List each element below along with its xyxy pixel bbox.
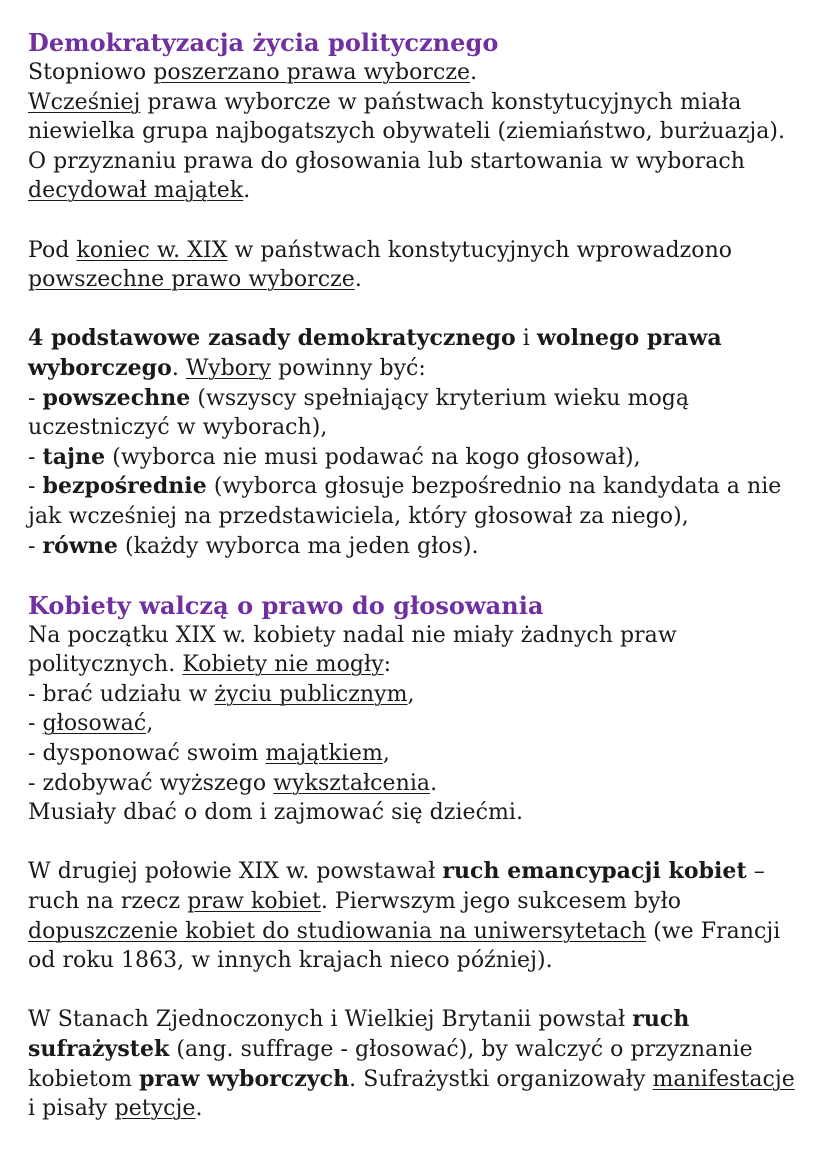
underlined-phrase: życiu publicznym bbox=[214, 681, 408, 707]
paragraph-election-principles-intro: 4 podstawowe zasady demokratycznego i wolnego prawa wyborczego. Wybory powinny być: bbox=[28, 325, 722, 381]
bold-phrase: wolnego prawa wyborczego bbox=[28, 325, 722, 381]
underlined-phrase: Wybory bbox=[185, 355, 272, 381]
list-item-restriction: - dysponować swoim majątkiem, bbox=[28, 741, 390, 767]
principle-term: bezpośrednie bbox=[42, 473, 207, 500]
list-item-restriction: - brać udziału w życiu publicznym, bbox=[28, 681, 415, 707]
principle-term: równe bbox=[42, 532, 118, 559]
list-item-restriction: - zdobywać wyższego wykształcenia. bbox=[28, 770, 438, 796]
section-heading-democratization: Demokratyzacja życia politycznego bbox=[28, 28, 499, 57]
underlined-phrase: decydował majątek bbox=[28, 178, 244, 204]
spacer bbox=[28, 976, 808, 1006]
document-page bbox=[28, 28, 808, 1124]
underlined-phrase: dopuszczenie kobiet do studiowania na uniwersytetach bbox=[28, 918, 647, 944]
spacer bbox=[28, 828, 808, 858]
paragraph-suffragettes: W Stanach Zjednoczonych i Wielkiej Brytanii powstał ruch sufrażystek (ang. suffrage - głosować), by walczyć o przyznanie kobietom praw wyborczych. Sufrażystki organizowały manifestacje i pisały petycje. bbox=[28, 1006, 795, 1122]
underlined-phrase: wykształcenia bbox=[273, 770, 431, 796]
list-item-principle: - powszechne (wszyscy spełniający kryterium wieku mogą uczestniczyć w wyborach), bbox=[28, 384, 690, 441]
underlined-phrase: manifestacje bbox=[652, 1066, 795, 1092]
spacer bbox=[28, 561, 808, 591]
section-heading-women-vote: Kobiety walczą o prawo do głosowania bbox=[28, 590, 544, 620]
underlined-phrase: majątkiem bbox=[265, 741, 383, 767]
list-item-principle: - tajne (wyborca nie musi podawać na kogo głosował), bbox=[28, 443, 641, 470]
underlined-phrase: głosować bbox=[42, 711, 147, 737]
principle-term: powszechne bbox=[42, 384, 191, 411]
principle-term: tajne bbox=[42, 443, 106, 470]
list-item-principle: - bezpośrednie (wyborca głosuje bezpośrednio na kandydata a nie jak wcześniej na przedstawiciela, który głosował za niego), bbox=[28, 473, 782, 529]
spacer bbox=[28, 295, 808, 325]
underlined-phrase: koniec w. XIX bbox=[76, 237, 228, 263]
underlined-phrase: poszerzano prawa wyborcze bbox=[153, 60, 471, 85]
paragraph-universal-suffrage: Pod koniec w. XIX w państwach konstytucyjnych wprowadzono powszechne prawo wyborcze. bbox=[28, 237, 733, 293]
underlined-phrase: Wcześniej bbox=[28, 89, 141, 115]
paragraph-closing-line: Musiały dbać o dom i zajmować się dziećmi. bbox=[28, 800, 524, 826]
bold-phrase: praw wyborczych bbox=[139, 1065, 350, 1092]
list-item-principle: - równe (każdy wyborca ma jeden głos). bbox=[28, 532, 479, 559]
underlined-phrase: Kobiety nie mogły bbox=[182, 652, 384, 678]
underlined-phrase: praw kobiet bbox=[187, 889, 321, 915]
underlined-phrase: powszechne prawo wyborcze bbox=[28, 267, 355, 293]
paragraph-suffrage-history: Stopniowo poszerzano prawa wyborcze. Wcześniej prawa wyborcze w państwach konstytucyjnych miała niewielka grupa najbogatszych obywateli (ziemiaństwo, burżuazja). O przyznaniu prawa do głosowania lub startowania w wyborach decydował majątek. bbox=[28, 60, 786, 204]
bold-phrase: 4 podstawowe zasady demokratycznego bbox=[28, 325, 516, 352]
paragraph-emancipation-movement: W drugiej połowie XIX w. powstawał ruch emancypacji kobiet – ruch na rzecz praw kobiet. Pierwszym jego sukcesem było dopuszczenie kobiet do studiowania na uniwersytetach (we Francji od roku 1863, w innych krajach nieco później). bbox=[28, 858, 781, 974]
bold-phrase: ruch sufrażystek bbox=[28, 1006, 690, 1062]
spacer bbox=[28, 206, 808, 236]
paragraph-women-rights-intro: Na początku XIX w. kobiety nadal nie miały żadnych praw politycznych. Kobiety nie mogły: bbox=[28, 622, 677, 678]
underlined-phrase: petycje bbox=[114, 1096, 196, 1122]
list-item-restriction: - głosować, bbox=[28, 711, 154, 737]
bold-phrase: ruch emancypacji kobiet bbox=[442, 858, 747, 885]
